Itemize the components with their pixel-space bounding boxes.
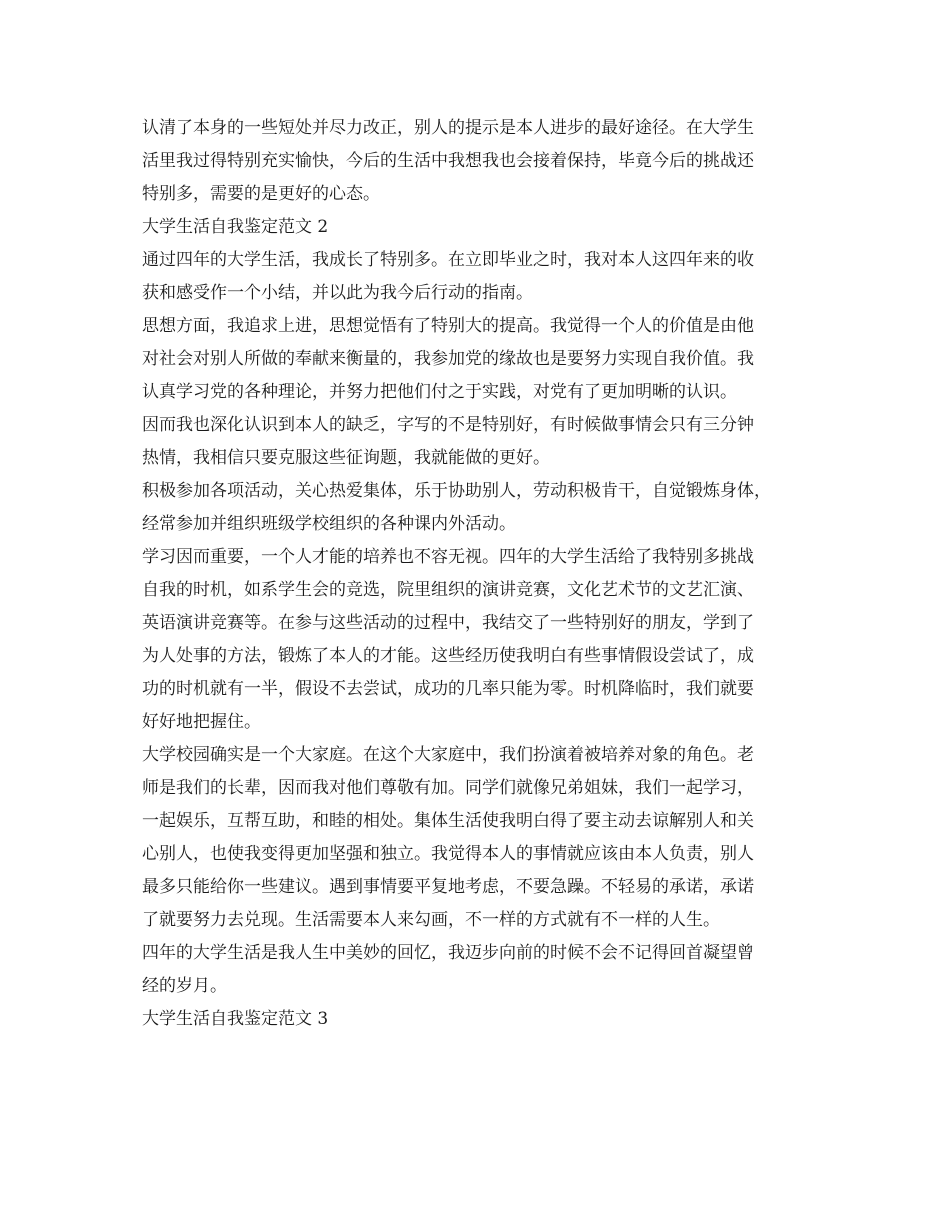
text-line: 最多只能给你一些建议。遇到事情要平复地考虑，不要急躁。不轻易的承诺，承诺 (142, 877, 754, 897)
text-line: 英语演讲竞赛等。在参与这些活动的过程中，我结交了一些特别好的朋友，学到了 (142, 613, 754, 633)
text-line: 一起娱乐，互帮互助，和睦的相处。集体生活使我明白得了要主动去谅解别人和关 (142, 811, 754, 831)
text-line: 对社会对别人所做的奉献来衡量的，我参加党的缘故也是要努力实现自我价值。我 (142, 349, 754, 369)
text-line: 好好地把握住。 (142, 712, 261, 732)
text-line: 学习因而重要，一个人才能的培养也不容无视。四年的大学生活给了我特别多挑战 (142, 547, 754, 567)
text-line: 因而我也深化认识到本人的缺乏，字写的不是特别好，有时候做事情会只有三分钟 (142, 415, 754, 435)
text-line: 积极参加各项活动，关心热爱集体，乐于协助别人，劳动积极肯干，自觉锻炼身体， (142, 481, 771, 501)
text-line: 经常参加并组织班级学校组织的各种课内外活动。 (142, 514, 516, 534)
text-line: 了就要努力去兑现。生活需要本人来勾画，不一样的方式就有不一样的人生。 (142, 910, 720, 930)
text-line: 通过四年的大学生活，我成长了特别多。在立即毕业之时，我对本人这四年来的收 (142, 250, 754, 270)
section-heading: 大学生活自我鉴定范文 3 (142, 1009, 329, 1029)
text-line: 认清了本身的一些短处并尽力改正，别人的提示是本人进步的最好途径。在大学生 (142, 118, 754, 138)
text-line: 为人处事的方法，锻炼了本人的才能。这些经历使我明白有些事情假设尝试了，成 (142, 646, 754, 666)
text-line: 认真学习党的各种理论，并努力把他们付之于实践，对党有了更加明晰的认识。 (142, 382, 737, 402)
text-line: 经的岁月。 (142, 976, 227, 996)
text-line: 活里我过得特别充实愉快，今后的生活中我想我也会接着保持，毕竟今后的挑战还 (142, 151, 754, 171)
text-line: 心别人，也使我变得更加坚强和独立。我觉得本人的事情就应该由本人负责，别人 (142, 844, 754, 864)
text-line: 功的时机就有一半，假设不去尝试，成功的几率只能为零。时机降临时，我们就要 (142, 679, 754, 699)
text-line: 自我的时机，如系学生会的竞选，院里组织的演讲竞赛，文化艺术节的文艺汇演、 (142, 580, 754, 600)
text-line: 四年的大学生活是我人生中美妙的回忆，我迈步向前的时候不会不记得回首凝望曾 (142, 943, 754, 963)
section-heading: 大学生活自我鉴定范文 2 (142, 217, 329, 237)
text-line: 大学校园确实是一个大家庭。在这个大家庭中，我们扮演着被培养对象的角色。老 (142, 745, 754, 765)
document-body (142, 112, 822, 1036)
text-line: 特别多，需要的是更好的心态。 (142, 184, 380, 204)
text-line: 获和感受作一个小结，并以此为我今后行动的指南。 (142, 283, 533, 303)
text-line: 热情，我相信只要克服这些征询题，我就能做的更好。 (142, 448, 550, 468)
text-line: 师是我们的长辈，因而我对他们尊敬有加。同学们就像兄弟姐妹，我们一起学习， (142, 778, 754, 798)
text-line: 思想方面，我追求上进，思想觉悟有了特别大的提高。我觉得一个人的价值是由他 (142, 316, 754, 336)
